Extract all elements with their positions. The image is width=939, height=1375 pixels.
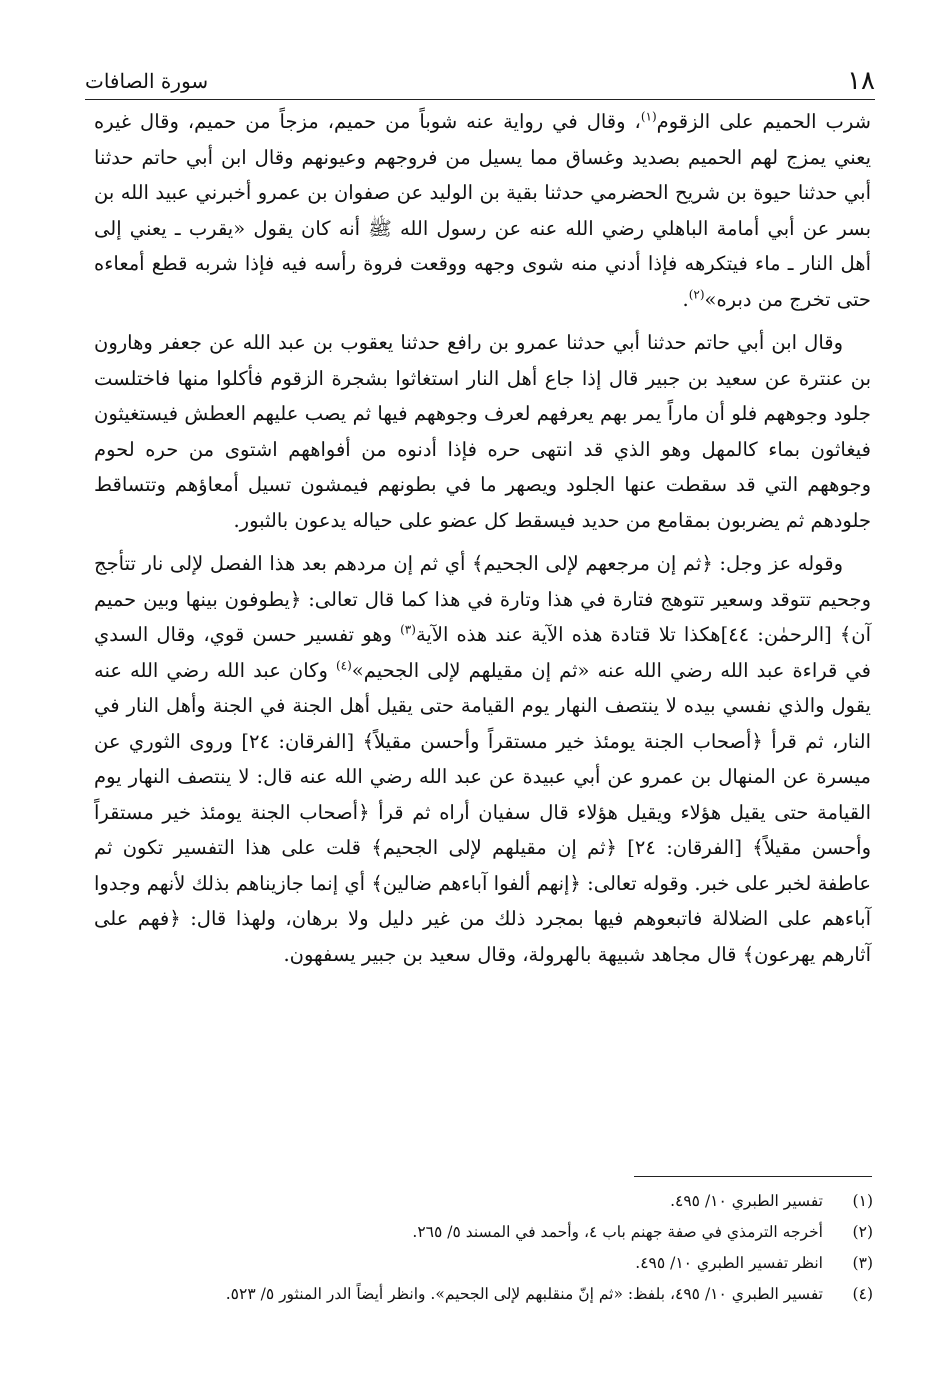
footnote-ref-1[interactable]: (١) xyxy=(640,109,657,124)
running-title: سورة الصافات xyxy=(85,69,209,93)
paragraph-3-text-c: وكان عبد الله رضي الله عنه يقول والذي نفسي بيده لا ينتصف النهار يوم القيامة حتى يقيل أهل الجنة في الجنة وأهل النار في النار، ثم قرأ ﴿أصحاب الجنة يومئذ خير مستقراً وأحسن مقيلاً﴾ [الفرقان: ٢٤] وروى الثوري عن ميسرة عن المنهال بن عمرو عن أبي عبيدة عن عبد الله رضي الله عنه قال: لا ينتصف النهار يوم القيامة حتى يقيل هؤلاء ويقيل هؤلاء قال سفيان أراه ثم قرأ ﴿أصحاب الجنة يومئذ خير مستقراً وأحسن مقيلاً﴾ [الفرقان: ٢٤] ﴿ثم إن مقيلهم لإلى الجحيم﴾ قلت على هذا التفسير تكون ثم عاطفة لخبر على خبر. وقوله تعالى: ﴿إنهم ألفوا آباءهم ضالين﴾ أي إنما جازيناهم بذلك لأنهم وجدوا آباءهم على الضلالة فاتبعوهم فيها بمجرد ذلك من غير دليل ولا برهان، ولهذا قال: ﴿فهم على آثارهم يهرعون﴾ قال مجاهد شبيهة بالهرولة، وقال سعيد بن جبير يسفهون. xyxy=(94,658,871,966)
page-header xyxy=(85,58,875,98)
footnote-ref-3[interactable]: (٣) xyxy=(400,622,416,637)
paragraph-1 xyxy=(94,104,871,317)
paragraph-1-text-b: ، وقال في رواية عنه شوباً من حميم، مزجاً من حميم، وقال غيره يعني يمزج لهم الحميم بصديد وغساق مما يسيل من فروجهم وعيونهم وقال ابن أبي حاتم حدثنا أبي حدثنا حيوة بن شريح الحضرمي حدثنا بقية بن الوليد عن صفوان بن عمرو أخبرني عبيد الله بن بسر عن أبي أمامة الباهلي رضي الله عنه عن رسول الله ﷺ أنه كان يقول «يقرب ـ يعني إلى أهل النار ـ ماء فيتكرهه فإذا أدني منه شوى وجهه ووقعت فروة رأسه فيه فإذا شربه قطع أمعاءه حتى تخرج من دبره» xyxy=(94,110,871,311)
footnotes xyxy=(94,1186,873,1310)
footnote-ref-4[interactable]: (٤) xyxy=(335,658,352,672)
footnote-number: (١) xyxy=(852,1192,873,1210)
footnote-text: تفسير الطبري ١٠/ ٤٩٥، بلفظ: «ثم إنّ منقلبهم لإلى الجحيم». وانظر أيضاً الدر المنثور ٥/ ٥٢٣. xyxy=(225,1285,823,1303)
paragraph-1-text-c: . xyxy=(682,287,689,311)
footnote-text: انظر تفسير الطبري ١٠/ ٤٩٥. xyxy=(635,1254,823,1272)
footnote-2 xyxy=(94,1217,873,1248)
footnote-text: أخرجه الترمذي في صفة جهنم باب ٤، وأحمد في المسند ٥/ ٢٦٥. xyxy=(412,1223,823,1241)
footnote-ref-2[interactable]: (٢) xyxy=(688,287,705,301)
paragraph-2 xyxy=(94,325,871,538)
footnote-1 xyxy=(94,1186,873,1217)
footnote-text: تفسير الطبري ١٠/ ٤٩٥. xyxy=(670,1192,823,1210)
paragraph-3-text-a: وقوله عز وجل: ﴿ثم إن مرجعهم لإلى الجحيم﴾ أي ثم إن مردهم بعد هذا الفصل لإلى نار تتأجج وجحيم تتوقد وسعير تتوهج فتارة في هذا وتارة في هذا كما قال تعالى: ﴿يطوفون بينها وبين حميم آن﴾ [الرحمٰن: ٤٤]هكذا تلا قتادة هذه الآية عند هذه الآية xyxy=(94,552,871,646)
header-rule xyxy=(85,99,875,100)
paragraph-3 xyxy=(94,546,871,972)
footnote-number: (٣) xyxy=(852,1254,873,1272)
footnote-3 xyxy=(94,1248,873,1279)
footnote-number: (٢) xyxy=(852,1223,873,1241)
paragraph-3-text-b: وهو تفسير حسن قوي، وقال السدي في قراءة عبد الله رضي الله عنه «ثم إن مقيلهم لإلى الجحيم» xyxy=(94,623,872,682)
footnote-separator xyxy=(634,1176,872,1177)
page-number: ١٨ xyxy=(847,66,875,96)
footnote-4 xyxy=(94,1279,873,1310)
paragraph-1-text-a: شرب الحميم على الزقوم xyxy=(656,110,871,133)
main-text xyxy=(94,104,871,972)
footnote-number: (٤) xyxy=(852,1285,873,1303)
paragraph-2-text: وقال ابن أبي حاتم حدثنا أبي حدثنا عمرو بن رافع حدثنا يعقوب بن عبد الله عن جعفر وهارون بن عنترة عن سعيد بن جبير قال إذا جاع أهل النار استغاثوا بشجرة الزقوم فأكلوا منها فاختلست جلود وجوههم فلو أن ماراً يمر بهم يعرفهم لعرف وجوههم فيها ثم يصب عليهم العطش فيستغيثون فيغاثون بماء كالمهل وهو الذي قد انتهى حره فإذا أدنوه من أفواههم اشتوى من حره لحوم وجوههم التي قد سقطت عنها الجلود ويصهر ما في بطونهم فيمشون تسيل أمعاؤهم وتتساقط جلودهم ثم يضربون بمقامع من حديد فيسقط كل عضو على حياله يدعون بالثبور. xyxy=(94,331,871,532)
